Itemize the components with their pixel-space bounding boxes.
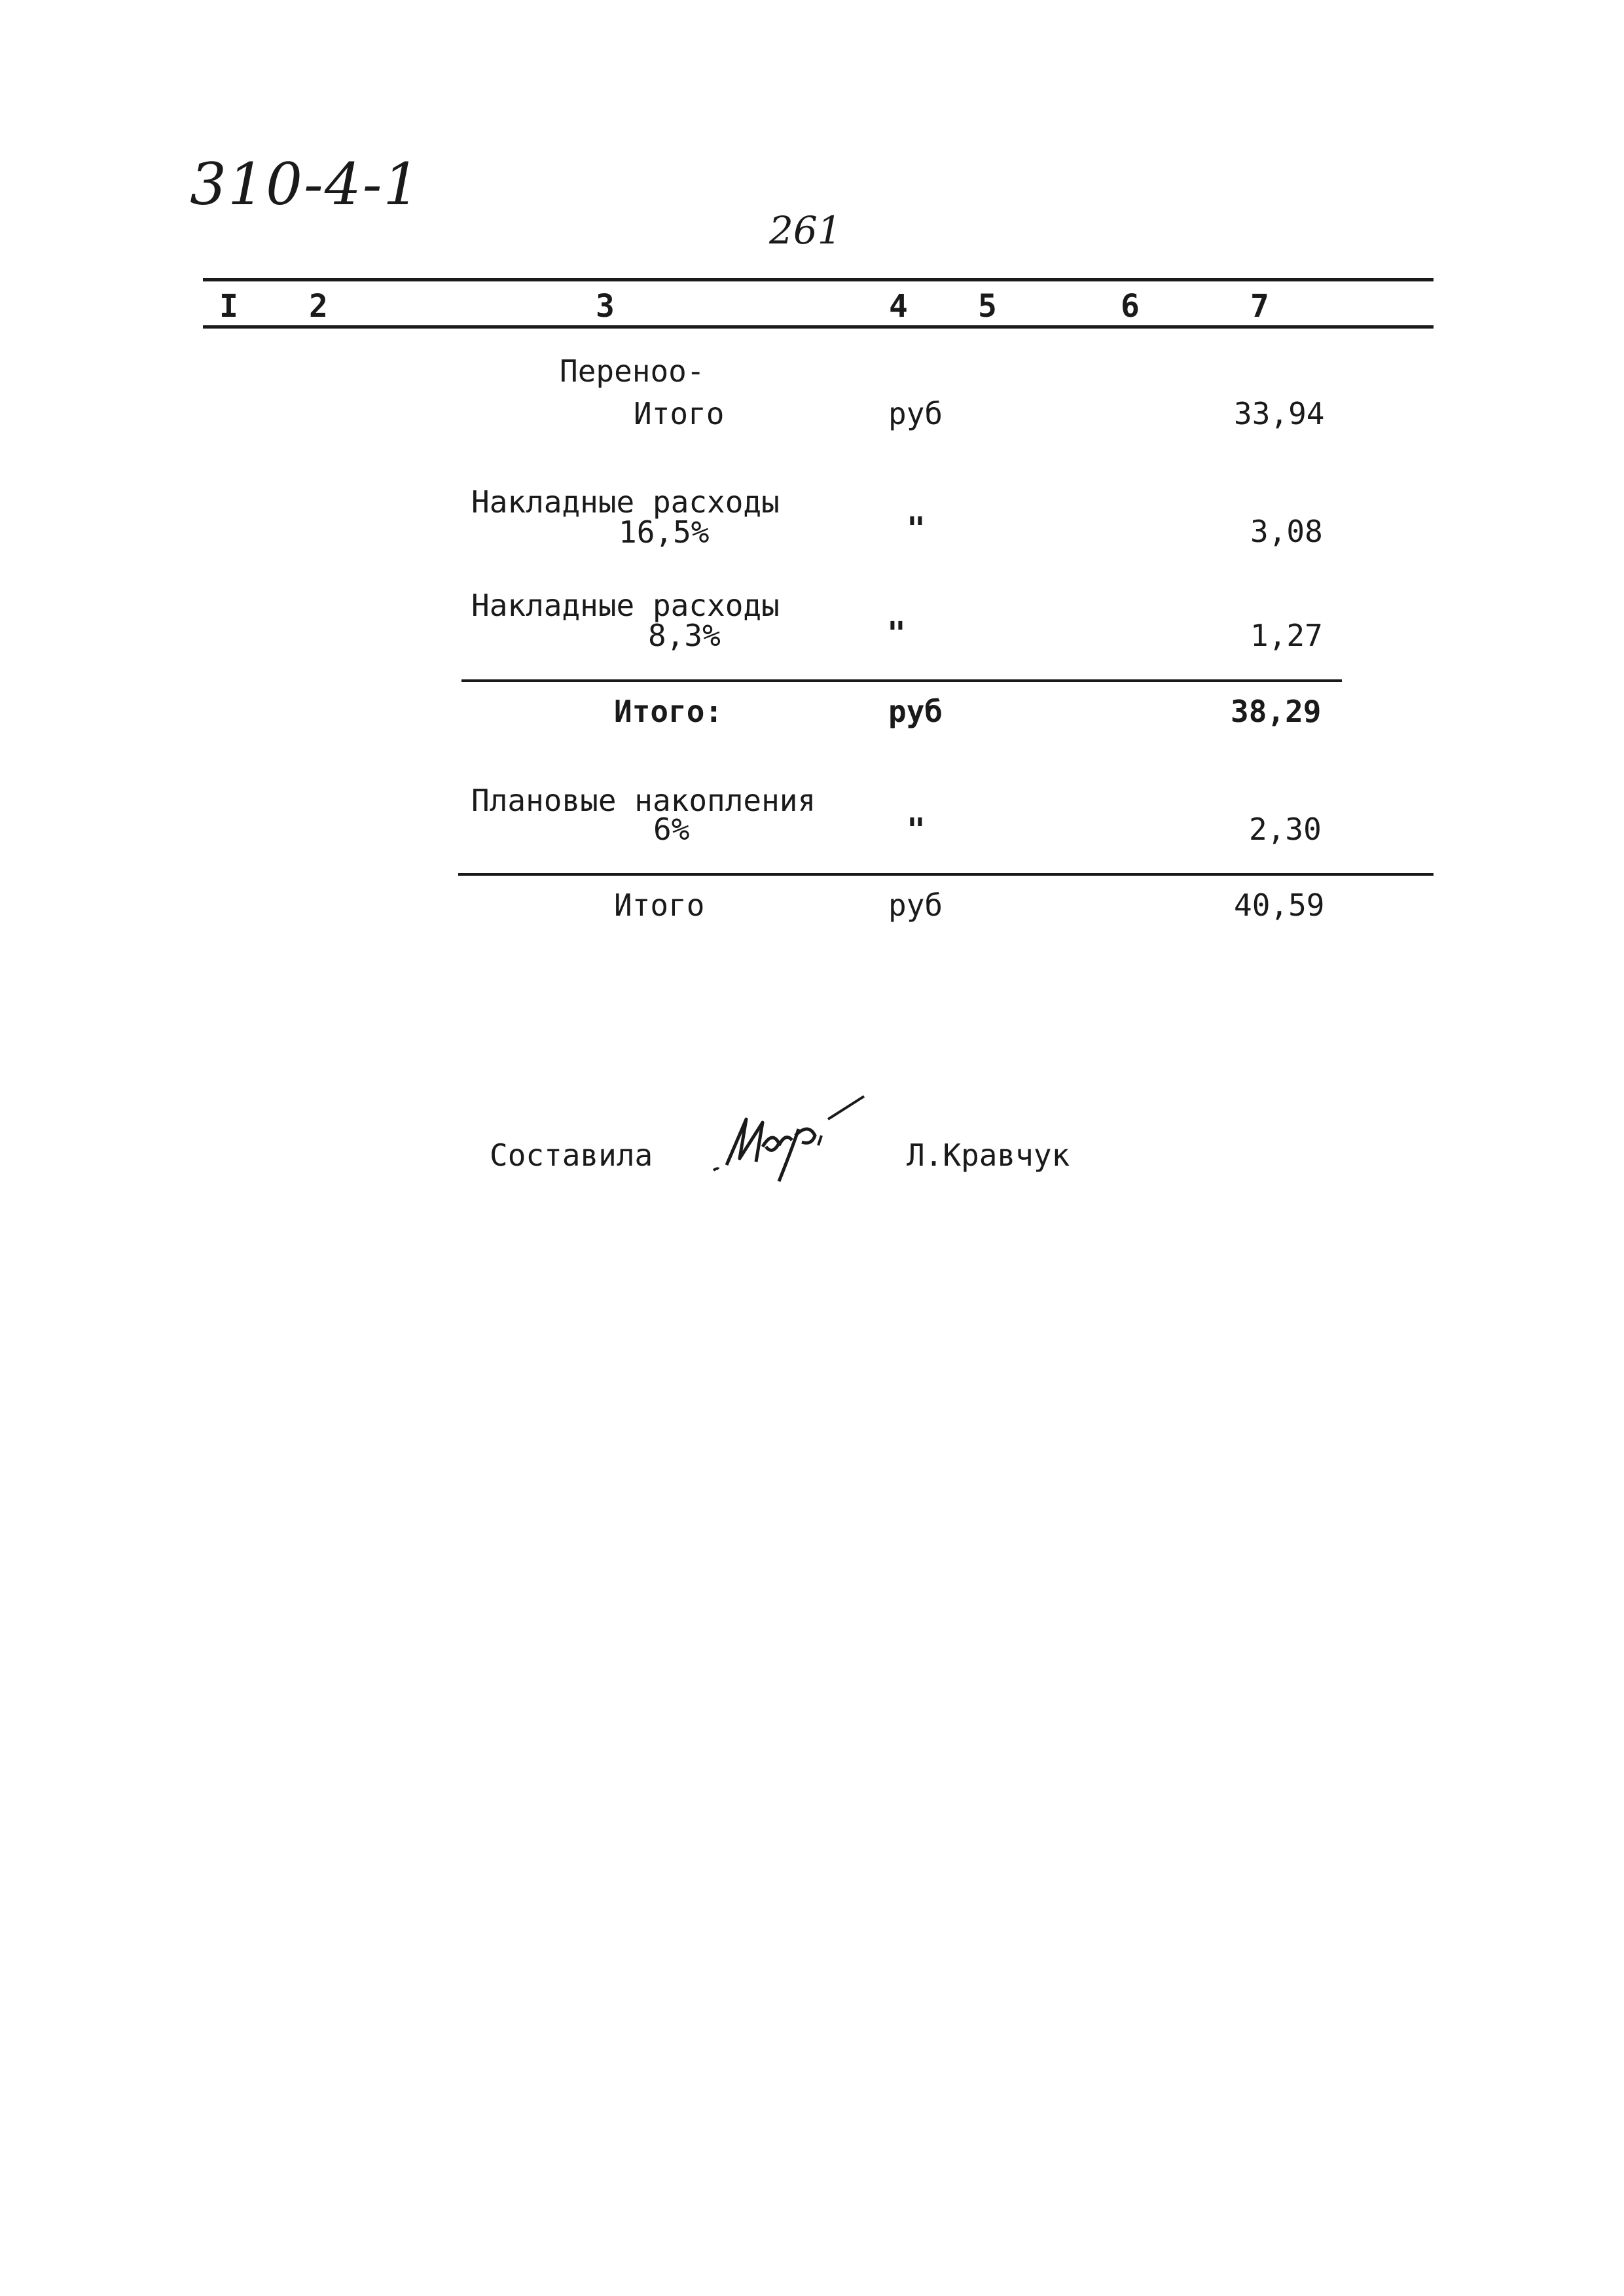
row-total-value: 40,59 [1234,888,1325,923]
row-total-label: Итого [614,888,705,923]
row-savings-ditto: " [907,812,926,848]
row-overhead-1-percent: 16,5% [619,514,710,550]
subtotal-rule-1 [461,679,1342,682]
row-savings-value: 2,30 [1249,812,1322,847]
row-subtotal-2-unit: руб [888,694,943,729]
column-header-3: 3 [596,288,615,325]
row-savings-label: Плановые накопления [471,783,816,818]
signer-name: Л.Кравчук [907,1138,1070,1173]
row-overhead-2-ditto: " [887,615,906,652]
row-subtotal-2-value: 38,29 [1231,694,1322,729]
row-overhead-2-value: 1,27 [1250,618,1323,653]
row-overhead-2-label: Накладные расходы [471,588,780,623]
column-header-7: 7 [1250,288,1269,325]
column-header-5: 5 [978,288,997,325]
signature-label: Составила [490,1138,653,1173]
column-header-6: 6 [1121,288,1140,325]
column-header-4: 4 [889,288,908,325]
row-savings-percent: 6% [653,812,690,847]
row-subtotal-1-value: 33,94 [1234,396,1325,431]
row-subtotal-2-label: Итого: [614,694,723,729]
page-number: 261 [769,208,842,253]
column-header-1: I [219,288,238,325]
row-overhead-1-label: Накладные расходы [471,484,780,520]
column-header-2: 2 [309,288,328,325]
header-bottom-rule [203,325,1434,329]
handwritten-signature [700,1073,897,1204]
row-subtotal-1-unit: руб [888,396,943,431]
row-carryover-label: Переноо- [560,353,705,389]
row-overhead-2-percent: 8,3% [648,618,721,653]
row-subtotal-1-label: Итого [634,396,725,431]
header-top-rule [203,278,1434,281]
row-overhead-1-ditto: " [907,511,926,547]
row-overhead-1-value: 3,08 [1250,514,1323,549]
row-total-unit: руб [888,888,943,923]
document-number: 310-4-1 [190,151,422,218]
subtotal-rule-2 [458,873,1434,876]
